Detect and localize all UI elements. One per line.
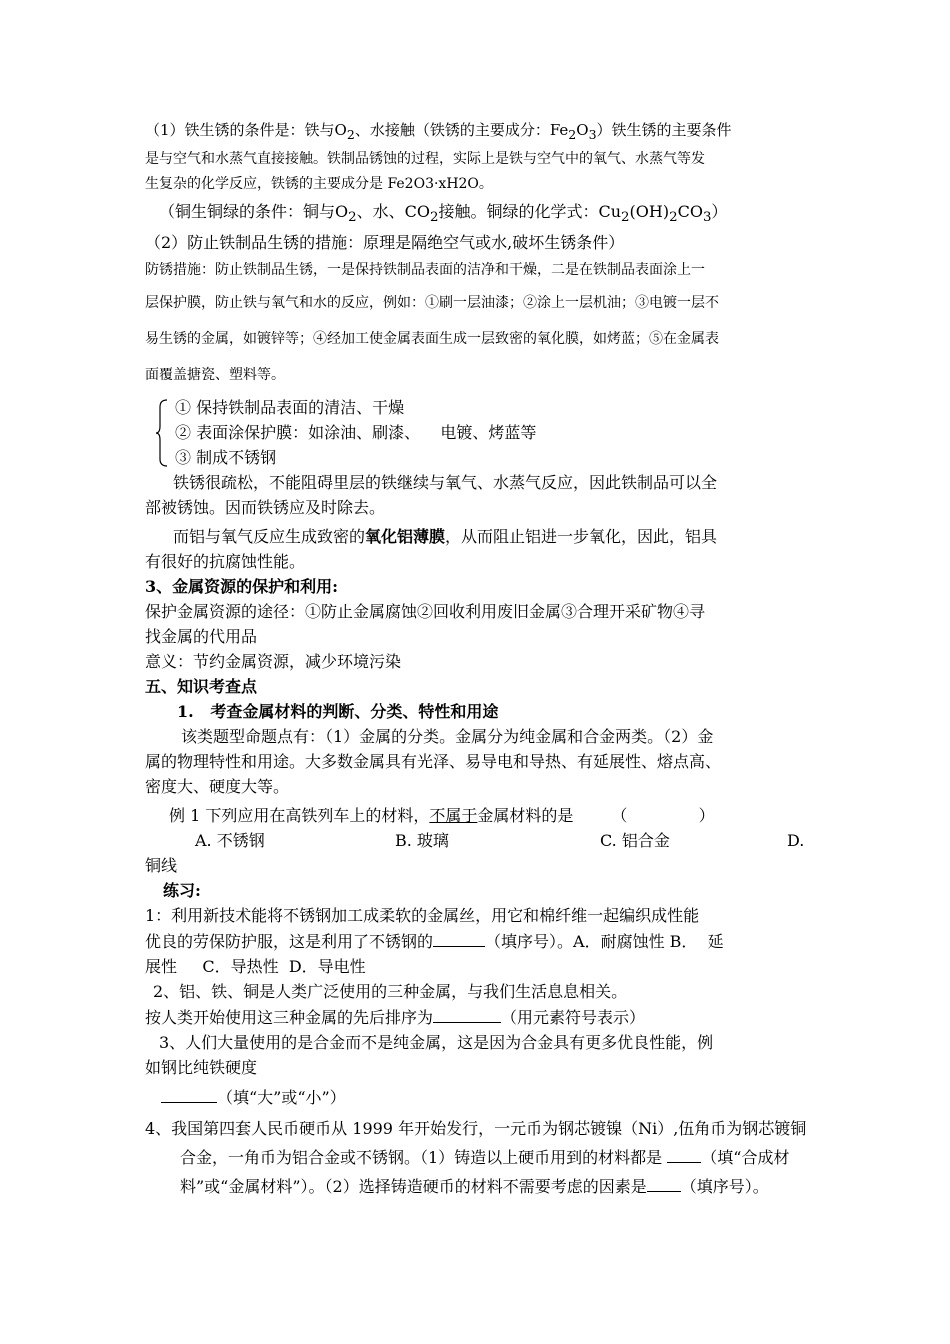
subscript: 2	[621, 210, 630, 226]
brace-list	[145, 395, 810, 470]
section-5-para-1: 该类题型命题点有：（1）金属的分类。金属分为纯金属和合金两类。（2）金	[181, 727, 714, 747]
answer-blank[interactable]	[667, 1144, 701, 1163]
question-2-line-1: 2、铝、铁、铜是人类广泛使用的三种金属，与我们生活息息相关。	[153, 982, 628, 1002]
brace-item-1: ① 保持铁制品表面的清洁、干燥	[175, 398, 405, 418]
question-2-line-2	[145, 1004, 810, 1030]
section-5-para-3: 密度大、硬度大等。	[145, 777, 290, 797]
text: ）铁生锈的主要条件	[596, 121, 732, 139]
text: 按人类开始使用这三种金属的先后排序为	[145, 1008, 434, 1028]
question-3-line-2: 如钢比纯铁硬度	[145, 1058, 258, 1078]
text: 优良的劳保防护服，这是利用了不锈钢的	[145, 932, 434, 952]
text: O	[334, 121, 347, 139]
option-a: A. 不锈钢	[195, 831, 265, 851]
measures-line-3: 易生锈的金属，如镀锌等；④经加工使金属表面生成一层致密的氧化膜，如烤蓝；⑤在金属表	[145, 331, 719, 348]
section-5-para-2: 属的物理特性和用途。大多数金属具有光泽、易导电和导热、有延展性、熔点高、	[145, 752, 722, 772]
copper-line	[145, 199, 810, 230]
aluminum-line-1	[145, 524, 810, 549]
text: (OH)	[629, 202, 670, 221]
practice-title: 练习:	[163, 881, 201, 901]
text: （铜生铜绿的条件：铜与	[159, 202, 336, 221]
question-3-line-1: 3、人们大量使用的是合金而不是纯金属，这是因为合金具有更多优良性能，例	[159, 1033, 714, 1053]
measures-line-2: 层保护膜，防止铁与氧气和水的反应，例如：①刷一层油漆；②涂上一层机油；③电镀一层不	[145, 295, 719, 312]
bold-term: 氧化铝薄膜	[365, 527, 446, 547]
option-c: C. 铝合金	[600, 831, 670, 851]
question-1-line-1: 1：利用新技术能将不锈钢加工成柔软的金属丝，用它和棉纤维一起编织成性能	[145, 906, 700, 926]
answer-blank[interactable]	[433, 928, 485, 947]
question-1-line-3: 展性 C．导热性 D．导电性	[145, 957, 366, 977]
text: Cu	[598, 202, 622, 221]
subscript: 2	[568, 127, 577, 142]
text: （填“大”或“小”）	[217, 1088, 346, 1108]
brace-item-2: ② 表面涂保护膜：如涂油、刷漆、 电镀、烤蓝等	[175, 423, 537, 443]
section-5-subtitle: 1. 考查金属材料的判断、分类、特性和用途	[177, 702, 499, 722]
text: 、水、	[356, 202, 405, 221]
subscript: 2	[430, 210, 439, 226]
answer-blank[interactable]	[433, 1004, 501, 1023]
text: 而铝与氧气反应生成致密的	[173, 527, 366, 547]
subscript: 3	[588, 127, 597, 142]
prevention-heading: （2）防止铁制品生锈的措施：原理是隔绝空气或水,破坏生锈条件）	[145, 233, 625, 253]
underlined-text: 不属于	[429, 806, 478, 826]
text: （填“合成材料”或“金属材料”）。（2）选择铸造硬币的材料不需要考虑的因素是	[180, 1148, 790, 1197]
section-3-line-2: 找金属的代用品	[145, 627, 258, 647]
text: Fe	[549, 121, 569, 139]
text: 接触。铜绿的化学式：	[438, 202, 599, 221]
option-d: D.	[787, 831, 805, 851]
text: 4、我国第四套人民币硬币从 1999 年开始发行，一元币为钢芯镀镍（Ni）,伍角币为钢芯镀铜合金，一角币为铝合金或不锈钢。（1）铸造以上硬币用到的材料都是	[145, 1119, 807, 1168]
text: （填序号）。A．耐腐蚀性 B． 延	[485, 932, 724, 952]
question-3-line-3	[145, 1084, 810, 1110]
question-4	[145, 1114, 810, 1201]
text: 金属材料的是	[477, 806, 574, 826]
section-3-line-3: 意义：节约金属资源，减少环境污染	[145, 652, 402, 672]
text: O	[335, 202, 349, 221]
curly-brace-icon	[155, 399, 169, 467]
option-d-continued: 铜线	[145, 856, 178, 876]
section-5-title: 五、知识考查点	[145, 677, 258, 697]
text: 例 1 下列应用在高铁列车上的材料，	[169, 806, 430, 826]
subscript: 2	[669, 210, 678, 226]
measures-line-1: 防锈措施：防止铁制品生锈，一是保持铁制品表面的洁净和干燥，二是在铁制品表面涂上一	[145, 262, 705, 279]
text: （填序号）。	[680, 1177, 769, 1197]
text: （用元素符号表示）	[501, 1008, 646, 1028]
text: 、水接触（铁锈的主要成分：	[354, 121, 550, 139]
answer-blank[interactable]	[647, 1173, 681, 1192]
subscript: 3	[702, 210, 712, 226]
answer-blank[interactable]	[161, 1084, 217, 1103]
loose-rust-line-1: 铁锈很疏松，不能阻碍里层的铁继续与氧气、水蒸气反应，因此铁制品可以全	[173, 473, 718, 493]
subscript: 2	[346, 127, 355, 142]
aluminum-line-2: 有很好的抗腐蚀性能。	[145, 552, 306, 572]
text: ，从而阻止铝进一步氧化，因此，铝具	[445, 527, 718, 547]
rust-line-2: 是与空气和水蒸气直接接触。铁制品锈蚀的过程，实际上是铁与空气中的氧气、水蒸气等发	[145, 151, 705, 167]
text: O	[576, 121, 589, 139]
question-1-line-2	[145, 928, 810, 954]
example-1-options	[145, 828, 810, 853]
answer-paren: （ ）	[611, 806, 715, 826]
option-b: B. 玻璃	[395, 831, 449, 851]
text: （1）铁生锈的条件是：铁与	[145, 121, 335, 139]
document-page	[145, 118, 810, 1201]
text: CO	[677, 202, 703, 221]
text: ）	[711, 202, 728, 221]
section-3-title: 3、金属资源的保护和利用:	[145, 577, 339, 597]
example-1	[145, 803, 810, 828]
rust-line-1	[145, 118, 810, 147]
loose-rust-line-2: 部被锈蚀。因而铁锈应及时除去。	[145, 498, 386, 518]
text: CO	[404, 202, 430, 221]
subscript: 2	[348, 210, 357, 226]
brace-item-3: ③ 制成不锈钢	[175, 448, 277, 468]
measures-line-4: 面覆盖搪瓷、塑料等。	[145, 367, 285, 384]
section-3-line-1: 保护金属资源的途径：①防止金属腐蚀②回收利用废旧金属③合理开采矿物④寻	[145, 602, 706, 622]
rust-line-3: 生复杂的化学反应，铁锈的主要成分是 Fe2O3·xH2O。	[145, 176, 493, 192]
